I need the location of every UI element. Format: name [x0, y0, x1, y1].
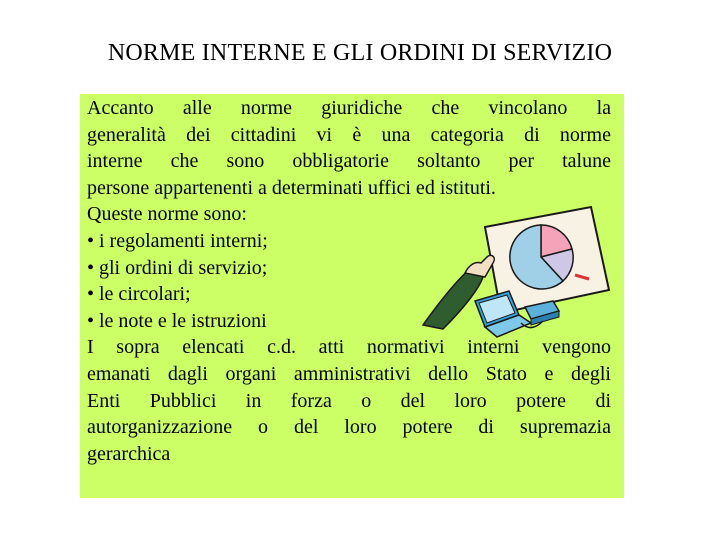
- slide-title: NORME INTERNE E GLI ORDINI DI SERVIZIO: [107, 40, 613, 66]
- list-item: • le note e le istruzioni: [87, 309, 267, 332]
- paragraph-line: autorganizzazione o del loro potere di supremazia: [87, 416, 611, 439]
- body-text: [87, 95, 611, 467]
- list-heading: Queste norme sono:: [87, 203, 247, 226]
- paragraph-line: Accanto alle norme giuridiche che vincolano la: [87, 97, 611, 119]
- list-item: • le circolari;: [87, 283, 191, 306]
- paragraph-line: generalità dei cittadini vi è una categoria di norme: [87, 123, 611, 146]
- list-item: • gli ordini di servizio;: [87, 256, 268, 279]
- paragraph-line: interne che sono obbligatorie soltanto per talune: [87, 150, 611, 173]
- paragraph-line: I sopra elencati c.d. atti normativi interni vengono: [87, 336, 611, 359]
- paragraph-line: emanati dagli organi amministrativi dello Stato e degli: [87, 362, 611, 385]
- list-item: • i regolamenti interni;: [87, 229, 268, 252]
- paragraph-line: Enti Pubblici in forza o del loro potere di: [87, 389, 611, 412]
- paragraph-line: gerarchica: [87, 442, 171, 465]
- paragraph-line: persone appartenenti a determinati uffici ed istituti.: [87, 176, 496, 199]
